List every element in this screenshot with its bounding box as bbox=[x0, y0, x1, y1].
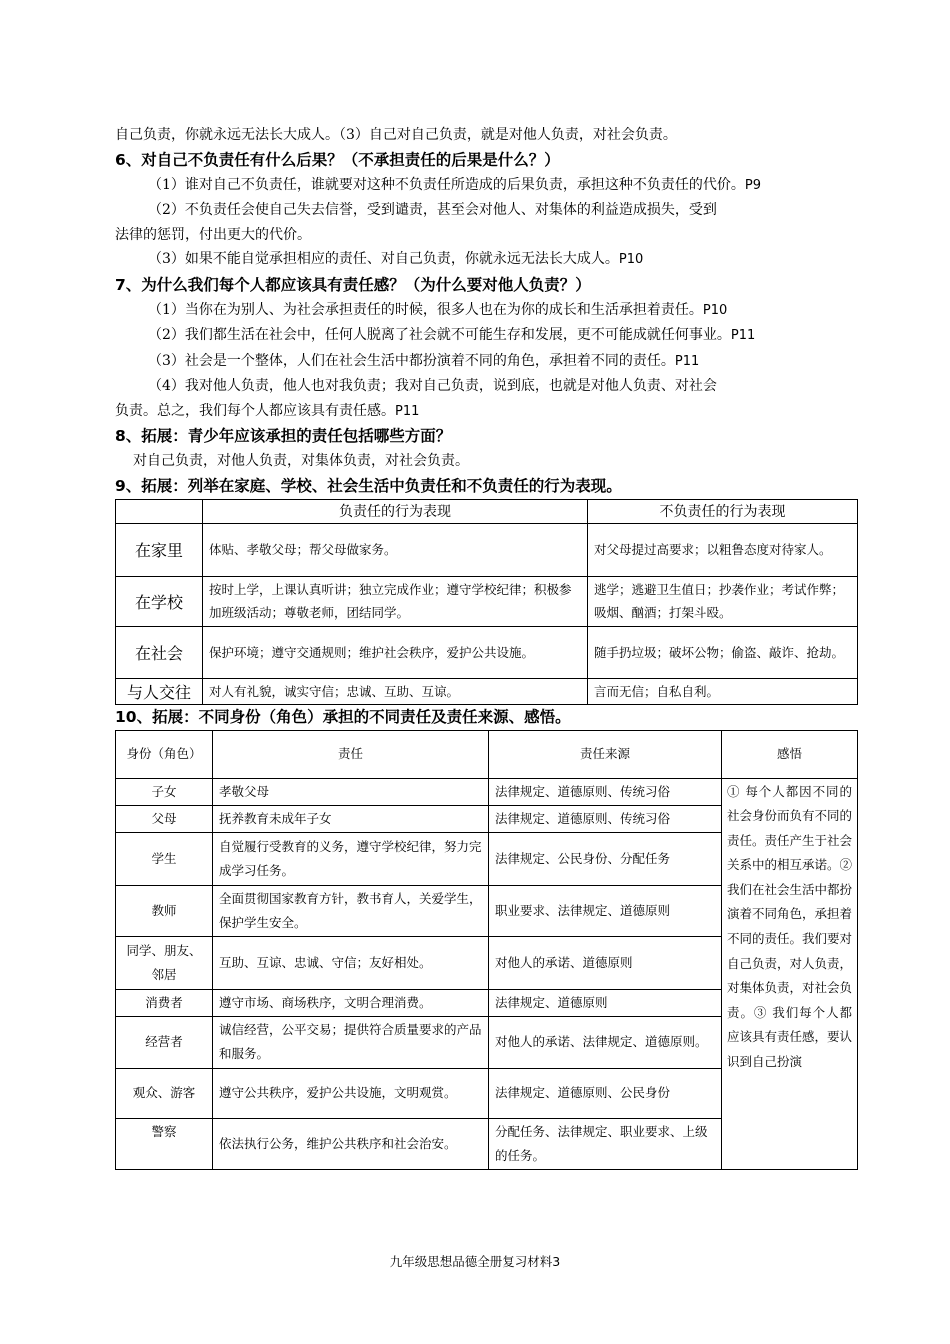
table-row bbox=[116, 576, 858, 626]
table-cell: 法律规定、道德原则 bbox=[489, 989, 722, 1016]
page-number: 3 bbox=[552, 1254, 561, 1269]
page-ref: P10 bbox=[618, 252, 644, 267]
q6-point-2-line-2: 法律的惩罚，付出更大的代价。 bbox=[115, 226, 311, 243]
table-header-row bbox=[116, 730, 858, 778]
table-header-cell: 责任来源 bbox=[489, 730, 722, 778]
q7-point-3: （3）社会是一个整体，人们在社会生活中都扮演着不同的角色，承担着不同的责任。P11 bbox=[148, 352, 700, 369]
table-cell: 体贴、孝敬父母；帮父母做家务。 bbox=[203, 523, 588, 576]
table-header-cell: 身份（角色） bbox=[116, 730, 213, 778]
page-ref: P10 bbox=[702, 302, 728, 318]
row-header-cell: 观众、游客 bbox=[116, 1068, 213, 1118]
table-cell: 自觉履行受教育的义务，遵守学校纪律，努力完成学习任务。 bbox=[213, 832, 489, 885]
page-footer bbox=[0, 1252, 950, 1270]
table-cell: 全面贯彻国家教育方针，教书育人，关爱学生，保护学生安全。 bbox=[213, 885, 489, 936]
table-row bbox=[116, 626, 858, 678]
table-cell: 言而无信；自私自利。 bbox=[588, 678, 858, 704]
q7-point-4-line-1: （4）我对他人负责，他人也对我负责；我对自己负责，说到底，也就是对他人负责、对社会 bbox=[148, 378, 717, 394]
table-header-cell: 感悟 bbox=[722, 730, 858, 778]
table-row bbox=[116, 678, 858, 704]
table-cell: 法律规定、公民身份、分配任务 bbox=[489, 832, 722, 885]
q6-point-2-line-1: （2）不负责任会使自己失去信誉，受到谴责，甚至会对他人、对集体的利益造成损失，受到 bbox=[148, 202, 717, 218]
behavior-table bbox=[115, 499, 858, 705]
table-cell: 分配任务、法律规定、职业要求、上级的任务。 bbox=[489, 1118, 722, 1169]
question-7-heading: 7、为什么我们每个人都应该具有责任感？（为什么要对他人负责？） bbox=[115, 275, 591, 294]
table-cell: 随手扔垃圾；破坏公物；偷盗、敲诈、抢劫。 bbox=[588, 626, 858, 678]
row-header-cell: 经营者 bbox=[116, 1016, 213, 1068]
table-cell: 对父母提过高要求；以粗鲁态度对待家人。 bbox=[588, 523, 858, 576]
role-responsibility-table bbox=[115, 730, 858, 1170]
table-cell: 法律规定、道德原则、传统习俗 bbox=[489, 778, 722, 805]
table-cell: 依法执行公务，维护公共秩序和社会治安。 bbox=[213, 1118, 489, 1169]
row-header-cell: 消费者 bbox=[116, 989, 213, 1016]
q8-answer: 对自己负责，对他人负责，对集体负责，对社会负责。 bbox=[133, 453, 469, 469]
row-header-cell: 子女 bbox=[116, 778, 213, 805]
table-cell: 保护环境；遵守交通规则；维护社会秩序，爱护公共设施。 bbox=[203, 626, 588, 678]
table-cell: 孝敬父母 bbox=[213, 778, 489, 805]
table-cell: 按时上学，上课认真听讲；独立完成作业；遵守学校纪律；积极参加班级活动；尊敬老师，团结同学。 bbox=[203, 576, 588, 626]
table-cell: 互助、互谅、忠诚、守信；友好相处。 bbox=[213, 936, 489, 989]
table-cell: 对他人的承诺、法律规定、道德原则。 bbox=[489, 1016, 722, 1068]
row-header-cell: 与人交往 bbox=[116, 678, 203, 704]
table-cell: 逃学；逃避卫生值日；抄袭作业；考试作弊；吸烟、酗酒；打架斗殴。 bbox=[588, 576, 858, 626]
question-10-heading: 10、拓展：不同身份（角色）承担的不同责任及责任来源、感悟。 bbox=[115, 707, 571, 726]
table-cell: 职业要求、法律规定、道德原则 bbox=[489, 885, 722, 936]
table-cell: 抚养教育未成年子女 bbox=[213, 805, 489, 832]
table-header-cell: 不负责任的行为表现 bbox=[588, 499, 858, 523]
table-row bbox=[116, 778, 858, 805]
q7-point-4-line-2: 负责。总之，我们每个人都应该具有责任感。P11 bbox=[115, 402, 420, 419]
page-ref: P11 bbox=[395, 403, 420, 419]
feeling-cell: ① 每个人都因不同的社会身份而负有不同的责任。责任产生于社会关系中的相互承诺。② 我们在社会生活中都扮演着不同角色，承担着不同的责任。我们要对自己负责，对人负责，对集体负责，对社会负责。③ 我们每个人都应该具有责任感，要认识到自己扮演 bbox=[722, 778, 858, 1169]
table-header-cell bbox=[116, 499, 203, 523]
page-ref: P11 bbox=[674, 353, 700, 369]
q7-point-2: （2）我们都生活在社会中，任何人脱离了社会就不可能生存和发展，更不可能成就任何事业。P11 bbox=[148, 327, 756, 343]
table-cell: 对人有礼貌，诚实守信；忠诚、互助、互谅。 bbox=[203, 678, 588, 704]
table-header-cell: 负责任的行为表现 bbox=[203, 499, 588, 523]
row-header-cell: 在学校 bbox=[116, 576, 203, 626]
question-6-heading: 6、对自己不负责任有什么后果？（不承担责任的后果是什么？） bbox=[115, 150, 560, 169]
table-row bbox=[116, 523, 858, 576]
table-cell: 法律规定、道德原则、公民身份 bbox=[489, 1068, 722, 1118]
q6-point-1: （1）谁对自己不负责任，谁就要对这种不负责任所造成的后果负责，承担这种不负责任的代价。P9 bbox=[148, 176, 762, 193]
row-header-cell: 警察 bbox=[116, 1118, 213, 1169]
page-ref: P11 bbox=[730, 328, 756, 343]
row-header-cell: 在家里 bbox=[116, 523, 203, 576]
table-header-cell: 责任 bbox=[213, 730, 489, 778]
row-header-cell: 学生 bbox=[116, 832, 213, 885]
table-header-row bbox=[116, 499, 858, 523]
question-9-heading: 9、拓展：列举在家庭、学校、社会生活中负责任和不负责任的行为表现。 bbox=[115, 476, 622, 495]
footer-title: 九年级思想品德全册复习材料 bbox=[389, 1254, 553, 1269]
row-header-cell: 同学、朋友、邻居 bbox=[116, 936, 213, 989]
row-header-cell: 在社会 bbox=[116, 626, 203, 678]
q7-point-1: （1）当你在为别人、为社会承担责任的时候，很多人也在为你的成长和生活承担着责任。P10 bbox=[148, 301, 728, 318]
row-header-cell: 父母 bbox=[116, 805, 213, 832]
table-cell: 遵守市场、商场秩序，文明合理消费。 bbox=[213, 989, 489, 1016]
table-cell: 对他人的承诺、道德原则 bbox=[489, 936, 722, 989]
table-cell: 诚信经营，公平交易；提供符合质量要求的产品和服务。 bbox=[213, 1016, 489, 1068]
table-cell: 遵守公共秩序，爱护公共设施，文明观赏。 bbox=[213, 1068, 489, 1118]
intro-line: 自己负责，你就永远无法长大成人。（3）自己对自己负责，就是对他人负责，对社会负责。 bbox=[115, 127, 677, 143]
question-8-heading: 8、拓展：青少年应该承担的责任包括哪些方面？ bbox=[115, 427, 452, 445]
q6-point-3: （3）如果不能自觉承担相应的责任、对自己负责，你就永远无法长大成人。P10 bbox=[148, 251, 644, 267]
row-header-cell: 教师 bbox=[116, 885, 213, 936]
document-body bbox=[115, 123, 857, 1170]
page-ref: P9 bbox=[744, 177, 762, 193]
table-cell: 法律规定、道德原则、传统习俗 bbox=[489, 805, 722, 832]
